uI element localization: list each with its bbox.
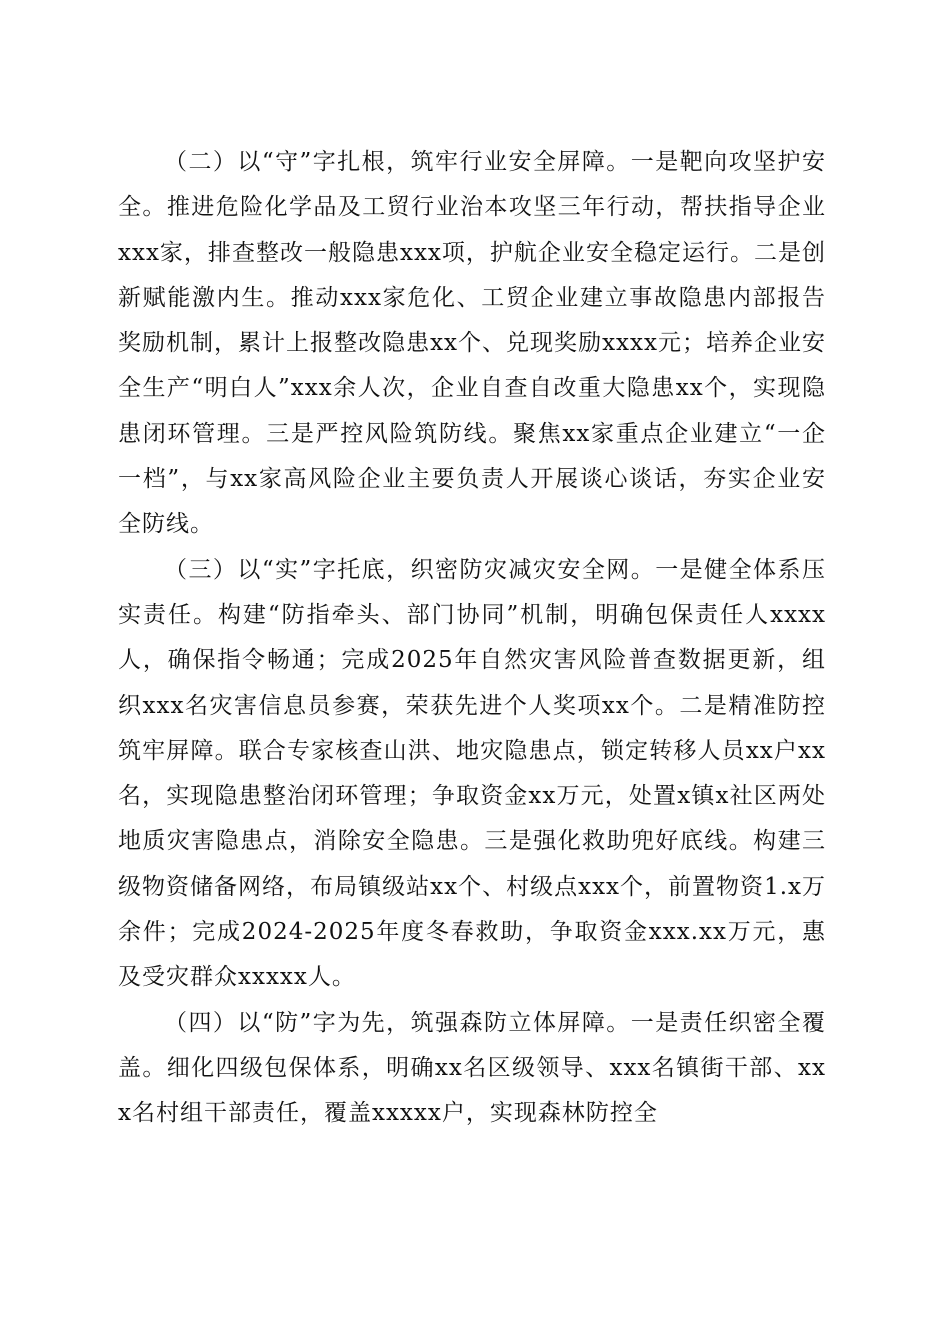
document-body [118,140,826,1137]
paragraph-section-4: （四）以“防”字为先，筑强森防立体屏障。一是责任织密全覆盖。细化四级包保体系，明确xx名区级领导、xxx名镇街干部、xxx名村组干部责任，覆盖xxxxx户，实现森林防控全 [118,1009,826,1127]
paragraph-section-2: （二）以“守”字扎根，筑牢行业安全屏障。一是靶向攻坚护安全。推进危险化学品及工贸行业治本攻坚三年行动，帮扶指导企业xxx家，排查整改一般隐患xxx项，护航企业安全稳定运行。二是创新赋能激内生。推动xxx家危化、工贸企业建立事故隐患内部报告奖励机制，累计上报整改隐患xx个、兑现奖励xxxx元；培养企业安全生产“明白人”xxx余人次，企业自查自改重大隐患xx个，实现隐患闭环管理。三是严控风险筑防线。聚焦xx家重点企业建立“一企一档”，与xx家高风险企业主要负责人开展谈心谈话，夯实企业安全防线。 [118,149,826,538]
paragraph-section-3: （三）以“实”字托底，织密防灾减灾安全网。一是健全体系压实责任。构建“防指牵头、部门协同”机制，明确包保责任人xxxx人，确保指令畅通；完成2025年自然灾害风险普查数据更新，组织xxx名灾害信息员参赛，荣获先进个人奖项xx个。二是精准防控筑牢屏障。联合专家核查山洪、地灾隐患点，锁定转移人员xx户xx名，实现隐患整治闭环管理；争取资金xx万元，处置x镇x社区两处地质灾害隐患点，消除安全隐患。三是强化救助兜好底线。构建三级物资储备网络，布局镇级站xx个、村级点xxx个，前置物资1.x万余件；完成2024-2025年度冬春救助，争取资金xxx.xx万元，惠及受灾群众xxxxx人。 [118,556,826,991]
